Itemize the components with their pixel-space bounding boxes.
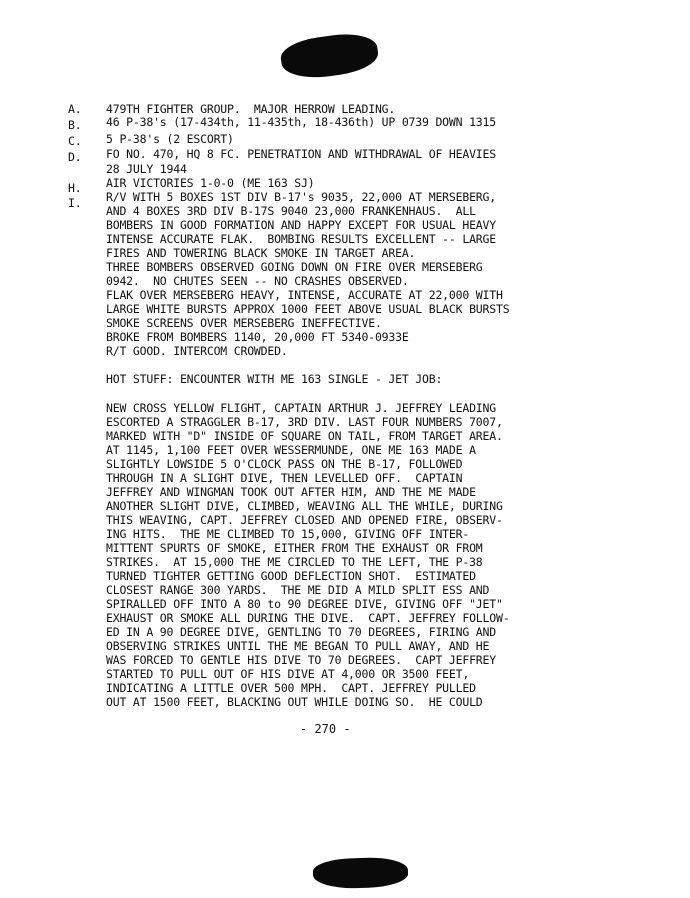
narrative-line: SLIGHTLY LOWSIDE 5 O'CLOCK PASS ON THE B-17, FOLLOWED bbox=[106, 457, 463, 471]
item-text: R/T GOOD. INTERCOM CROWDED. bbox=[106, 344, 288, 358]
narrative-line: JEFFREY AND WINGMAN TOOK OUT AFTER HIM, AND THE ME MADE bbox=[106, 485, 476, 499]
item-text: THREE BOMBERS OBSERVED GOING DOWN ON FIRE OVER MERSEBERG bbox=[106, 260, 483, 274]
narrative-line: OUT AT 1500 FEET, BLACKING OUT WHILE DOING SO. HE COULD bbox=[106, 695, 483, 709]
narrative-line: MITTENT SPURTS OF SMOKE, EITHER FROM THE EXHAUST OR FROM bbox=[106, 541, 483, 555]
narrative-line: MARKED WITH "D" INSIDE OF SQUARE ON TAIL, FROM TARGET AREA. bbox=[106, 429, 503, 443]
narrative-line: OBSERVING STRIKES UNTIL THE ME BEGAN TO PULL AWAY, AND HE bbox=[106, 639, 490, 653]
item-text: 28 JULY 1944 bbox=[106, 162, 187, 176]
narrative-line: EXHAUST OR SMOKE ALL DURING THE DIVE. CAPT. JEFFREY FOLLOW- bbox=[106, 611, 510, 625]
item-text: FLAK OVER MERSEBERG HEAVY, INTENSE, ACCURATE AT 22,000 WITH bbox=[106, 288, 503, 302]
narrative-line: NEW CROSS YELLOW FLIGHT, CAPTAIN ARTHUR J. JEFFREY LEADING bbox=[106, 401, 496, 415]
item-text: 0942. NO CHUTES SEEN -- NO CRASHES OBSERVED. bbox=[106, 274, 409, 288]
redaction-mark-top bbox=[279, 29, 381, 82]
item-text: LARGE WHITE BURSTS APPROX 1000 FEET ABOVE USUAL BLACK BURSTS bbox=[106, 302, 510, 316]
item-text: R/V WITH 5 BOXES 1ST DIV B-17's 9035, 22,000 AT MERSEBERG, bbox=[106, 190, 496, 204]
narrative-line: INDICATING A LITTLE OVER 500 MPH. CAPT. JEFFREY PULLED bbox=[106, 681, 476, 695]
narrative-line: STRIKES. AT 15,000 THE ME CIRCLED TO THE LEFT, THE P-38 bbox=[106, 555, 483, 569]
item-text: FIRES AND TOWERING BLACK SMOKE IN TARGET AREA. bbox=[106, 246, 416, 260]
item-text: AIR VICTORIES 1-0-0 (ME 163 SJ) bbox=[106, 176, 315, 190]
narrative-line: SPIRALLED OFF INTO A 80 to 90 DEGREE DIVE, GIVING OFF "JET" bbox=[106, 597, 503, 611]
narrative-line: ANOTHER SLIGHT DIVE, CLIMBED, WEAVING ALL THE WHILE, DURING bbox=[106, 499, 503, 513]
narrative-line: WAS FORCED TO GENTLE HIS DIVE TO 70 DEGREES. CAPT JEFFREY bbox=[106, 653, 496, 667]
narrative-line: STARTED TO PULL OUT OF HIS DIVE AT 4,000 OR 3500 FEET, bbox=[106, 667, 470, 681]
page-number: - 270 - bbox=[300, 722, 351, 736]
redaction-mark-bottom bbox=[313, 856, 409, 889]
section-heading: HOT STUFF: ENCOUNTER WITH ME 163 SINGLE - JET JOB: bbox=[106, 372, 443, 386]
item-label: D. bbox=[68, 150, 82, 164]
item-text: INTENSE ACCURATE FLAK. BOMBING RESULTS EXCELLENT -- LARGE bbox=[106, 232, 496, 246]
narrative-line: ED IN A 90 DEGREE DIVE, GENTLING TO 70 DEGREES, FIRING AND bbox=[106, 625, 496, 639]
narrative-line: TURNED TIGHTER GETTING GOOD DEFLECTION SHOT. ESTIMATED bbox=[106, 569, 476, 583]
item-label: I. bbox=[68, 196, 82, 210]
item-text: 479TH FIGHTER GROUP. MAJOR HERROW LEADING. bbox=[106, 102, 396, 116]
item-label: C. bbox=[68, 134, 82, 148]
item-text: SMOKE SCREENS OVER MERSEBERG INEFFECTIVE. bbox=[106, 316, 382, 330]
item-text: FO NO. 470, HQ 8 FC. PENETRATION AND WITHDRAWAL OF HEAVIES bbox=[106, 147, 496, 161]
narrative-line: ESCORTED A STRAGGLER B-17, 3RD DIV. LAST FOUR NUMBERS 7007, bbox=[106, 415, 503, 429]
item-label: H. bbox=[68, 181, 82, 195]
item-label: B. bbox=[68, 118, 82, 132]
item-text: BROKE FROM BOMBERS 1140, 20,000 FT 5340-0933E bbox=[106, 330, 409, 344]
item-text: AND 4 BOXES 3RD DIV B-17S 9040 23,000 FRANKENHAUS. ALL bbox=[106, 204, 476, 218]
narrative-line: AT 1145, 1,100 FEET OVER WESSERMUNDE, ONE ME 163 MADE A bbox=[106, 443, 476, 457]
item-text: 5 P-38's (2 ESCORT) bbox=[106, 132, 234, 146]
narrative-line: THIS WEAVING, CAPT. JEFFREY CLOSED AND OPENED FIRE, OBSERV- bbox=[106, 513, 503, 527]
item-text: BOMBERS IN GOOD FORMATION AND HAPPY EXCEPT FOR USUAL HEAVY bbox=[106, 218, 496, 232]
narrative-line: ING HITS. THE ME CLIMBED TO 15,000, GIVING OFF INTER- bbox=[106, 527, 470, 541]
item-text: 46 P-38's (17-434th, 11-435th, 18-436th) UP 0739 DOWN 1315 bbox=[106, 115, 496, 129]
narrative-line: THROUGH IN A SLIGHT DIVE, THEN LEVELLED OFF. CAPTAIN bbox=[106, 471, 463, 485]
narrative-line: CLOSEST RANGE 300 YARDS. THE ME DID A MILD SPLIT ESS AND bbox=[106, 583, 490, 597]
item-label: A. bbox=[68, 102, 82, 116]
